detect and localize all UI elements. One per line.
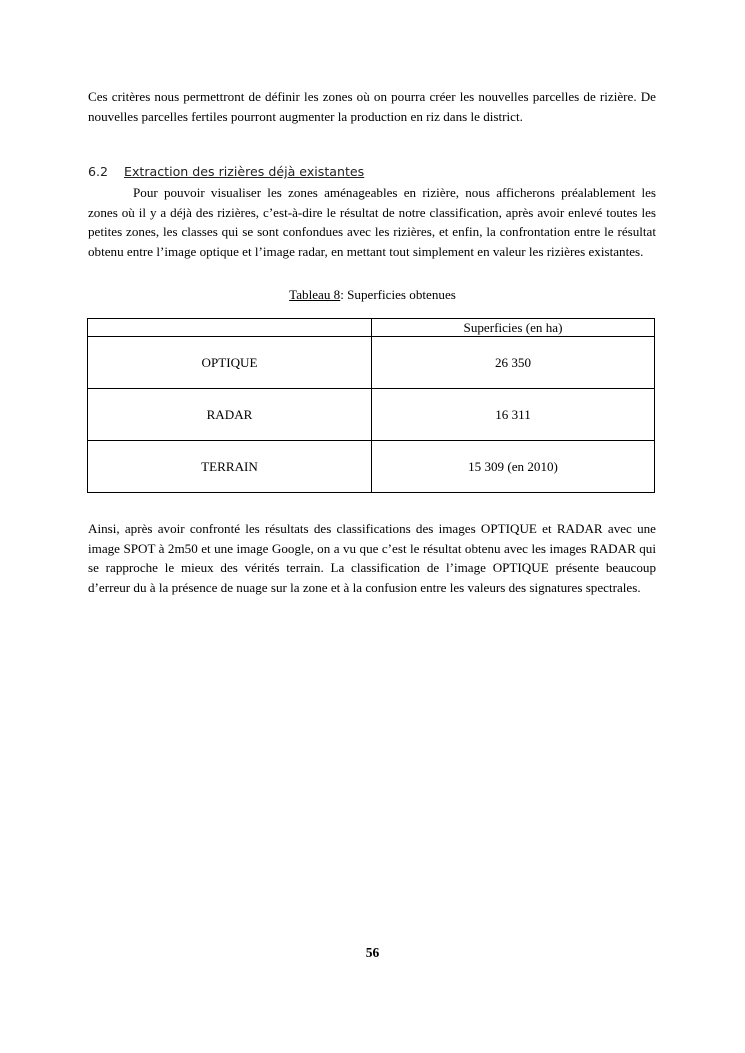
table-row <box>88 441 655 493</box>
section-heading <box>88 164 364 179</box>
table-caption-label: Tableau 8 <box>289 287 341 302</box>
table-cell-value: 26 350 <box>372 337 655 389</box>
table-row <box>88 337 655 389</box>
table-cell-source: TERRAIN <box>88 441 372 493</box>
intro-paragraph: Ces critères nous permettront de définir les zones où on pourra créer les nouvelles parcelles de rizière. De nouvelles parcelles fertiles pourront augmenter la production en riz dans le district. <box>88 89 656 124</box>
superficies-table <box>87 318 655 493</box>
table-header-row <box>88 319 655 337</box>
section-paragraph: Pour pouvoir visualiser les zones aménageables en rizière, nous afficherons préalablement les zones où il y a déjà des rizières, c’est-à-dire le résultat de notre classification, après avoir enlevé toutes les petites zones, les classes qui se sont confondues avec les rizières, et enfin, la confrontation entre le résultat obtenu entre l’image optique et l’image radar, en mettant tout simplement en valeur les rizières existantes. <box>88 185 656 259</box>
section-number: 6.2 <box>88 164 109 179</box>
table-caption <box>0 287 745 303</box>
table-header-superficies: Superficies (en ha) <box>372 319 655 337</box>
section-title: Extraction des rizières déjà existantes <box>124 164 365 179</box>
table-cell-value: 15 309 (en 2010) <box>372 441 655 493</box>
table-row <box>88 389 655 441</box>
table-cell-source: RADAR <box>88 389 372 441</box>
table-cell-source: OPTIQUE <box>88 337 372 389</box>
table-caption-text: : Superficies obtenues <box>340 287 456 302</box>
table-header-empty <box>88 319 372 337</box>
table-cell-value: 16 311 <box>372 389 655 441</box>
page-number: 56 <box>365 945 380 960</box>
conclusion-paragraph: Ainsi, après avoir confronté les résultats des classifications des images OPTIQUE et RADAR avec une image SPOT à 2m50 et une image Google, on a vu que c’est le résultat obtenu avec les images RADAR qui se rapproche le mieux des vérités terrain. La classification de l’image OPTIQUE présente beaucoup d’erreur du à la présence de nuage sur la zone et à la confusion entre les valeurs des signatures spectrales. <box>88 521 656 595</box>
